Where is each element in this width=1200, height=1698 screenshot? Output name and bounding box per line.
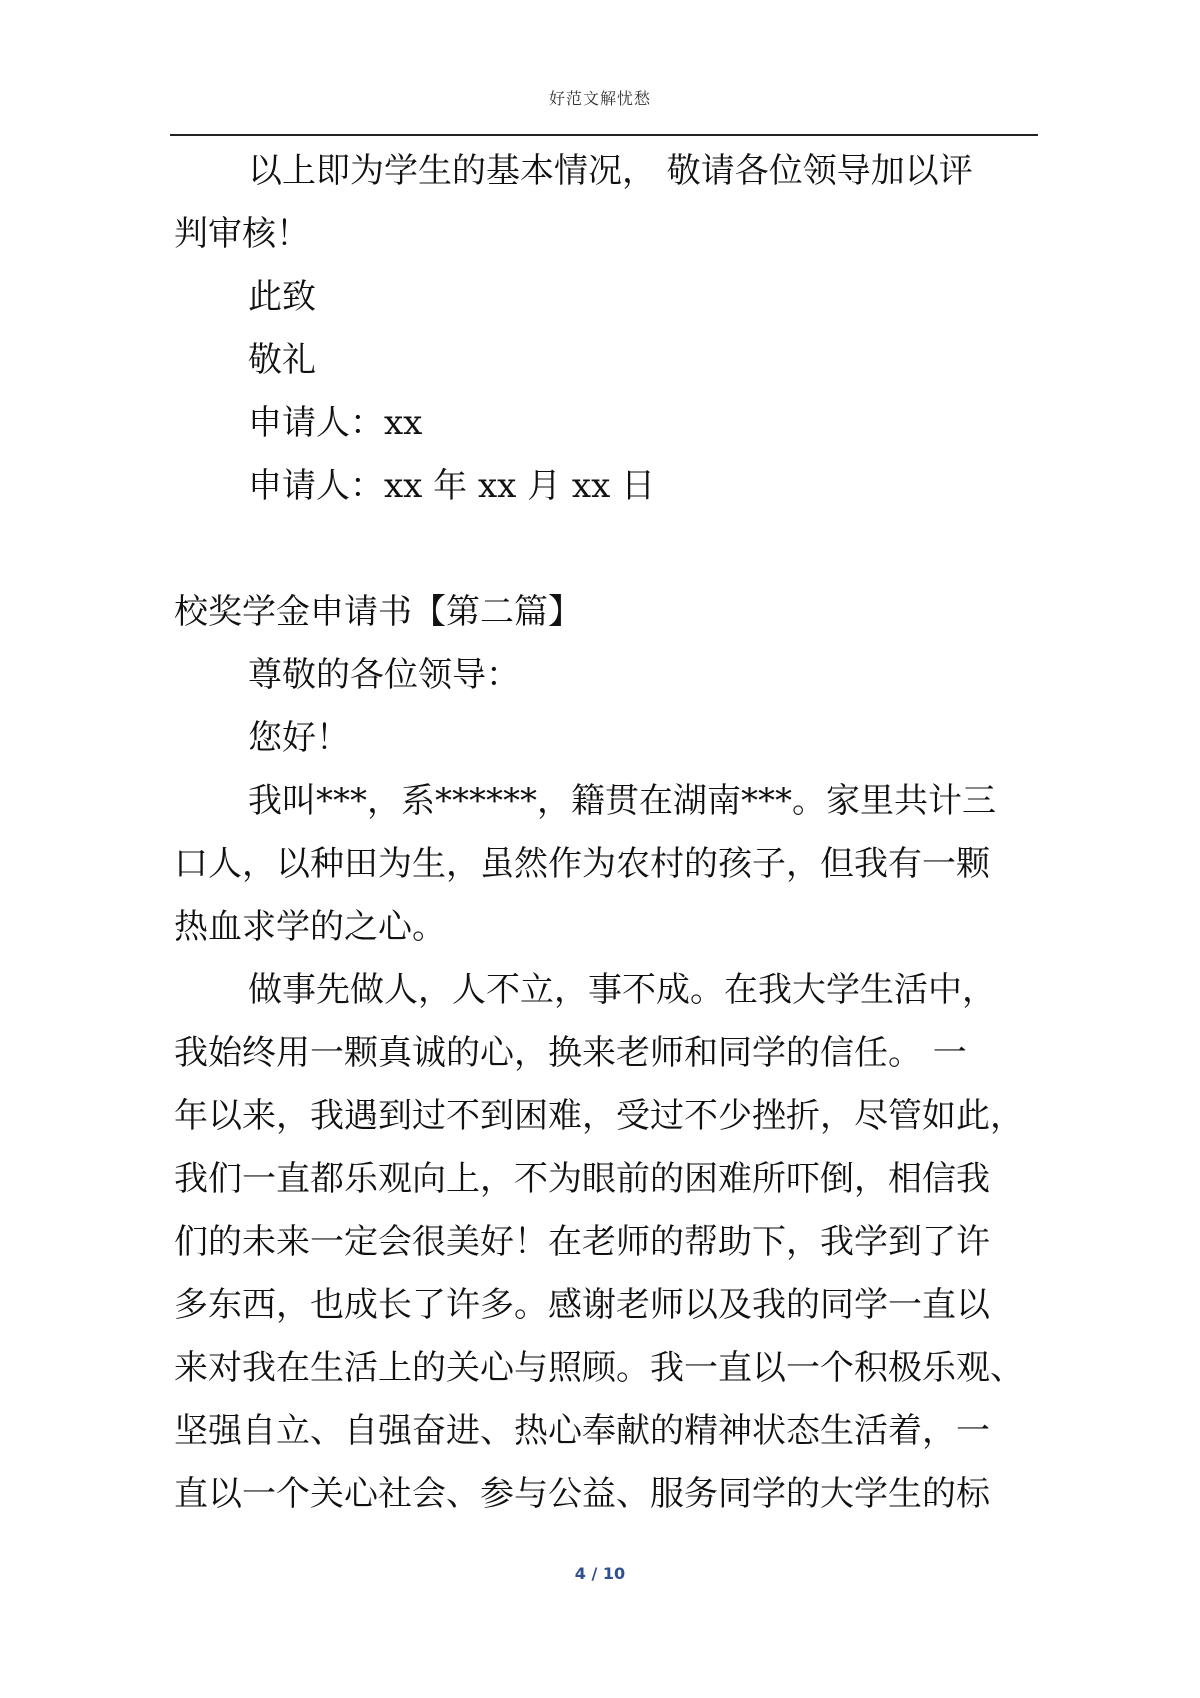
paragraph-line: 坚强自立、自强奋进、热心奉献的精神状态生活着，一 — [174, 1411, 990, 1451]
applicant-name: 申请人：xx — [248, 403, 423, 443]
paragraph-line: 直以一个关心社会、参与公益、服务同学的大学生的标 — [174, 1474, 990, 1514]
greeting-line: 尊敬的各位领导： — [248, 655, 520, 695]
applicant-date: 申请人：xx 年 xx 月 xx 日 — [248, 466, 656, 506]
section-title: 校奖学金申请书【第二篇】 — [174, 592, 582, 632]
closing-regards: 敬礼 — [248, 340, 316, 380]
paragraph-line: 以上即为学生的基本情况， 敬请各位领导加以评 — [248, 151, 973, 191]
page-header-title: 好范文解忧愁 — [548, 89, 651, 108]
paragraph-line: 口人，以种田为生，虽然作为农村的孩子，但我有一颗 — [174, 844, 990, 884]
paragraph-line: 做事先做人，人不立，事不成。在我大学生活中， — [248, 970, 996, 1010]
paragraph-line: 们的未来一定会很美好！在老师的帮助下，我学到了许 — [174, 1222, 990, 1262]
paragraph-line: 多东西，也成长了许多。感谢老师以及我的同学一直以 — [174, 1285, 990, 1325]
greeting-hello: 您好！ — [248, 718, 350, 758]
paragraph-line: 年以来，我遇到过不到困难，受过不少挫折，尽管如此， — [174, 1096, 1024, 1136]
page-indicator: 4 / 10 — [574, 1564, 626, 1583]
paragraph-line: 我叫***，系******，籍贯在湖南***。家里共计三 — [248, 781, 996, 821]
paragraph-line: 我们一直都乐观向上，不为眼前的困难所吓倒，相信我 — [174, 1159, 990, 1199]
blank-line — [174, 518, 1054, 581]
paragraph-line: 我始终用一颗真诚的心，换来老师和同学的信任。 一 — [174, 1033, 967, 1073]
document-body — [174, 140, 1054, 1526]
header-divider — [170, 134, 1038, 136]
paragraph-line: 判审核！ — [174, 214, 310, 254]
paragraph-line: 来对我在生活上的关心与照顾。我一直以一个积极乐观、 — [174, 1348, 1024, 1388]
closing-salutation: 此致 — [248, 277, 316, 317]
paragraph-line: 热血求学的之心。 — [174, 907, 446, 947]
